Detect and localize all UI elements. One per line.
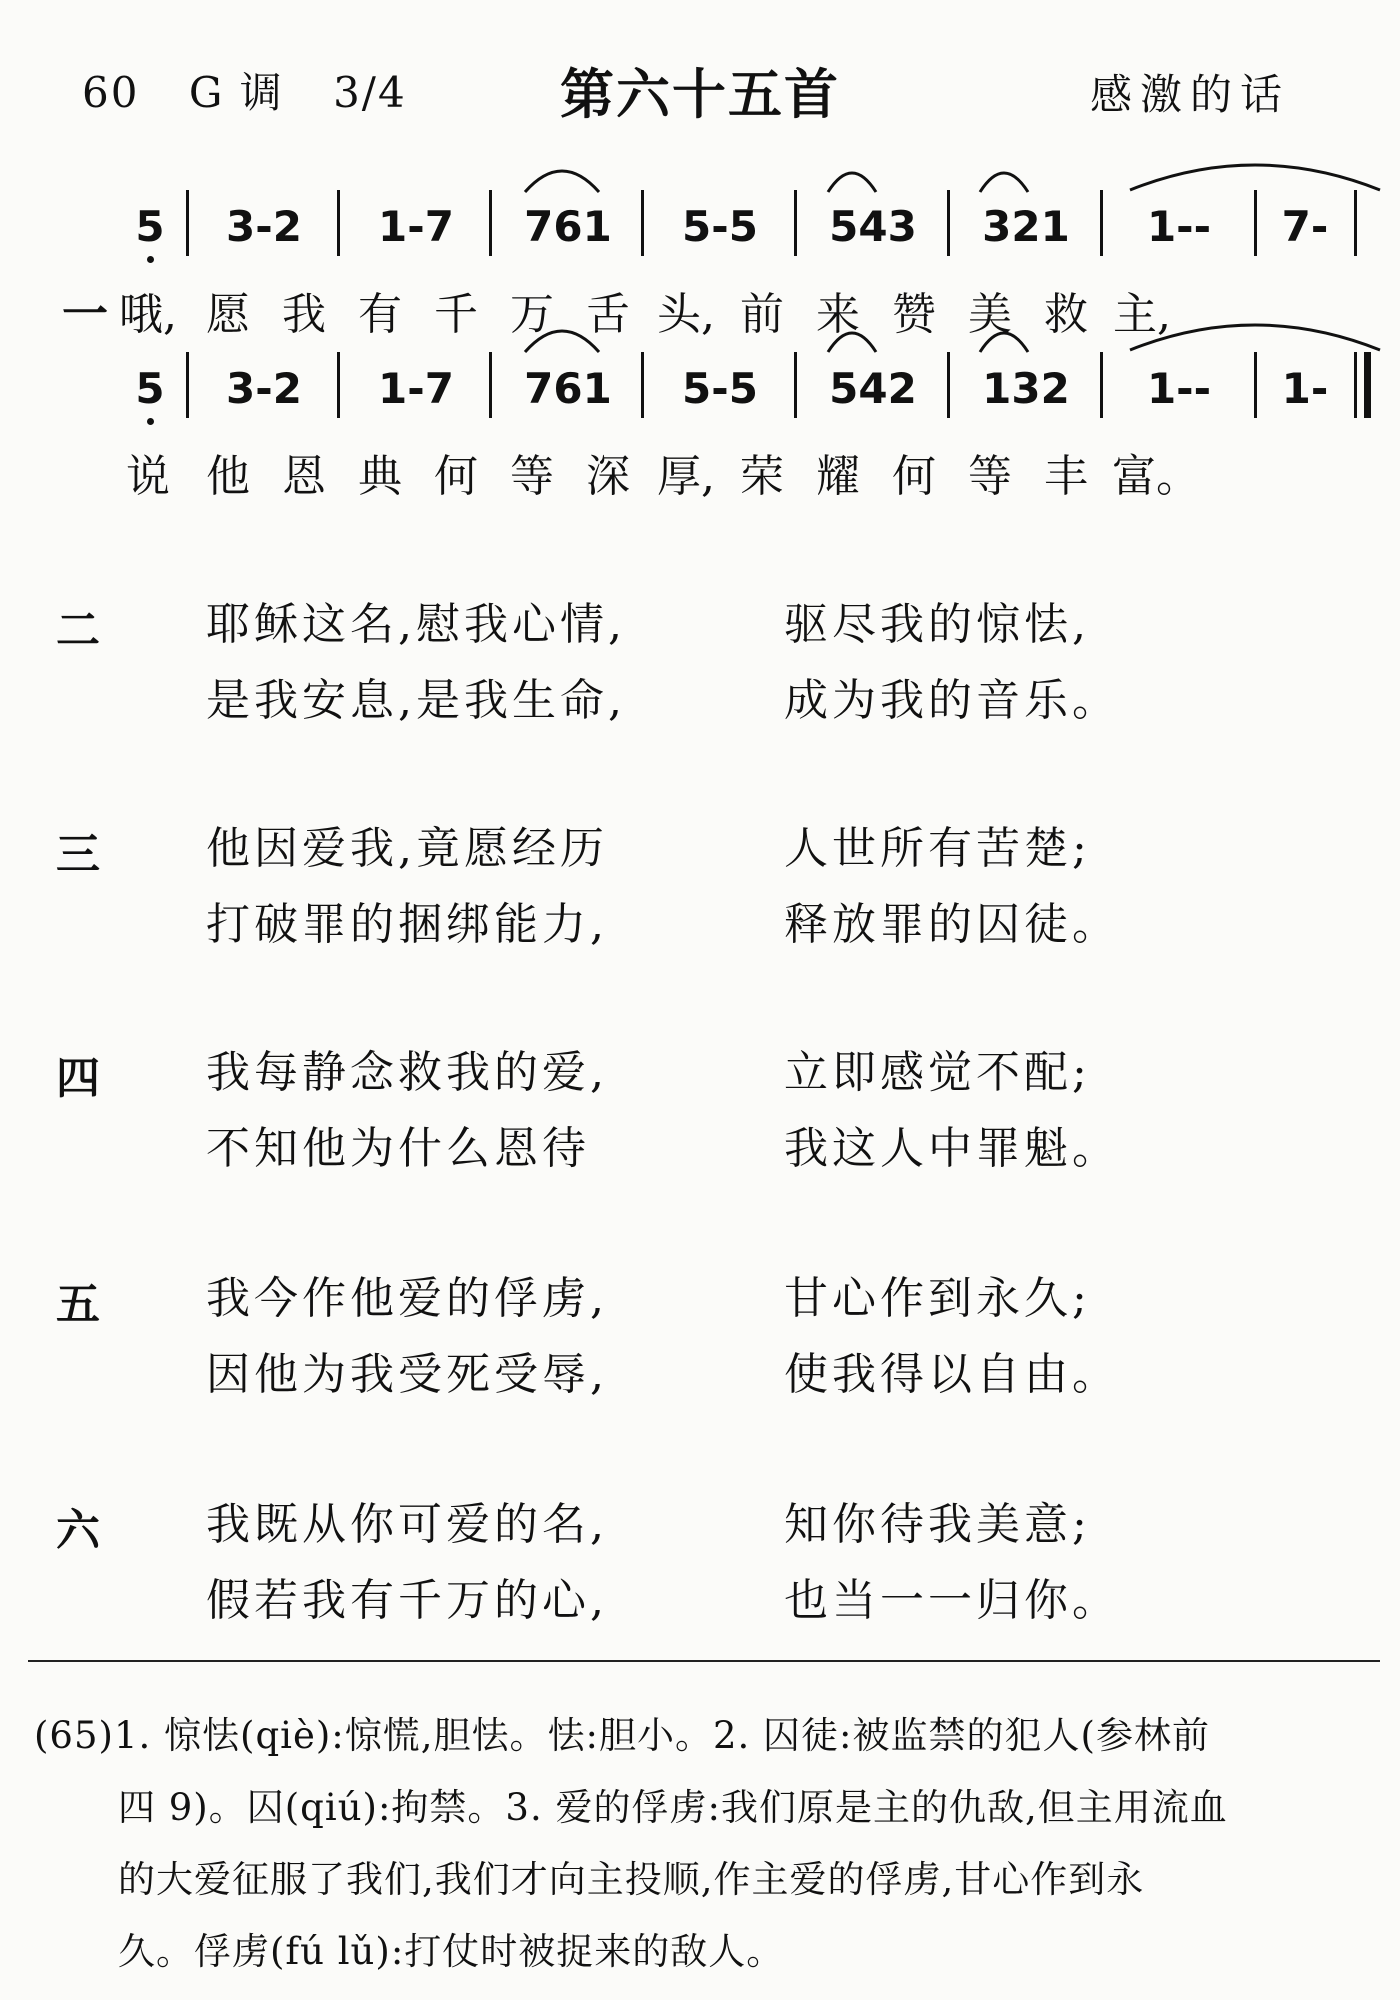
lyric-char: 富。 [1112, 451, 1200, 502]
verse-line: 是我安息,是我生命, [206, 675, 626, 726]
lyrics-line-1 [0, 278, 1400, 341]
key-signature: G 调 [188, 68, 284, 117]
verse-4 [0, 1036, 1400, 1196]
verse-line: 也当一一归你。 [784, 1575, 1120, 1626]
bar-line [489, 190, 492, 256]
measure: 543 [829, 201, 917, 251]
verse-line: 他因爱我,竟愿经历 [206, 823, 608, 874]
footnote-line: 四 9)。囚(qiú):拘禁。3. 爱的俘虏:我们原是主的仇敌,但主用流血 [118, 1786, 1228, 1829]
footnote-divider [28, 1660, 1380, 1662]
lyric-char: 前 [740, 289, 784, 340]
verse-number: 四 [56, 1053, 100, 1104]
lyric-char: 等 [510, 451, 554, 502]
lyric-char: 荣 [740, 451, 784, 502]
lyric-char: 救 [1044, 289, 1088, 340]
lyric-char: 深 [586, 451, 630, 502]
note-measure: 5 [132, 202, 168, 251]
bar-line [1100, 190, 1103, 256]
measure: 1- [1281, 363, 1329, 413]
lyric-char: 丰 [1044, 451, 1088, 502]
bar-line [489, 352, 492, 418]
lyric-char: 舌 [586, 289, 630, 340]
hymn-theme: 感激的话 [1089, 70, 1290, 119]
lyric-char: 千 [434, 289, 478, 340]
verse-line: 知你待我美意; [784, 1499, 1091, 1550]
verse-line: 我既从你可爱的名, [206, 1499, 608, 1550]
verse-line: 耶稣这名,慰我心情, [206, 599, 626, 650]
note-measure: 5 [132, 364, 168, 413]
verse-line: 不知他为什么恩待 [206, 1123, 590, 1174]
verse-2 [0, 588, 1400, 748]
verse-number: 三 [56, 829, 100, 880]
lyric-char: 典 [358, 451, 402, 502]
lyric-char: 美 [968, 289, 1012, 340]
bar-line [337, 190, 340, 256]
measure: 7- [1281, 201, 1329, 251]
verse-line: 驱尽我的惊怯, [784, 599, 1090, 650]
verse-line: 假若我有千万的心, [206, 1575, 608, 1626]
verse-line: 打破罪的捆绑能力, [206, 899, 608, 950]
verse-number: 五 [56, 1279, 100, 1330]
lyric-char: 来 [816, 289, 860, 340]
footnote [34, 1700, 1384, 1988]
bar-line [337, 352, 340, 418]
lyric-char: 何 [434, 451, 478, 502]
lyric-char: 何 [892, 451, 936, 502]
bar-line [1254, 352, 1257, 418]
measure: 761 [524, 201, 612, 251]
measure: 3-2 [226, 363, 302, 413]
verse-line: 因他为我受死受辱, [206, 1349, 608, 1400]
page-number: 60 [82, 68, 140, 117]
lyric-char: 恩 [282, 451, 326, 502]
bar-line [641, 352, 644, 418]
lyric-char: 主, [1113, 289, 1171, 340]
verse-line: 人世所有苦楚; [784, 823, 1091, 874]
measure: 761 [524, 363, 612, 413]
bar-line [641, 190, 644, 256]
lyric-char: 厚, [657, 451, 715, 502]
lyric-char: 有 [358, 289, 402, 340]
measure: 1-- [1146, 201, 1212, 251]
slur-arc [828, 173, 876, 192]
verse-6 [0, 1488, 1400, 1648]
verse-5 [0, 1262, 1400, 1422]
measure: 5-5 [682, 363, 758, 413]
lyric-char: 愿 [206, 289, 250, 340]
bar-line [186, 190, 189, 256]
lyric-char: 等 [968, 451, 1012, 502]
lyrics-line-2 [0, 440, 1400, 502]
measure: 3-2 [226, 201, 302, 251]
slur-arc [525, 171, 599, 192]
lyric-char: 他 [206, 451, 250, 502]
lyric-char: 说 [126, 451, 170, 502]
final-bar-thick [1364, 352, 1371, 418]
measure: 132 [982, 363, 1070, 413]
bar-line [1354, 190, 1357, 256]
measure: 1-7 [378, 363, 454, 413]
verse-line: 我每静念救我的爱, [206, 1047, 608, 1098]
bar-line [1100, 352, 1103, 418]
verse-number: 六 [56, 1505, 100, 1556]
lyric-char: 耀 [816, 451, 860, 502]
measure [130, 196, 170, 256]
measure: 542 [829, 363, 917, 413]
time-signature: 3/4 [333, 68, 407, 117]
footnote-line: 的大爱征服了我们,我们才向主投顺,作主爱的俘虏,甘心作到永 [118, 1858, 1145, 1901]
slur-arc [1130, 165, 1380, 190]
bar-line [794, 352, 797, 418]
lyric-char: 头, [657, 289, 715, 340]
bar-line [186, 352, 189, 418]
bar-line [947, 352, 950, 418]
verse-line: 甘心作到永久; [784, 1273, 1091, 1324]
measure: 1-- [1146, 363, 1212, 413]
verse-line: 使我得以自由。 [784, 1349, 1120, 1400]
bar-line [1254, 190, 1257, 256]
slur-arc [980, 173, 1028, 192]
final-bar-thin [1354, 352, 1357, 418]
music-score [0, 0, 1400, 520]
verse-line: 我今作他爱的俘虏, [206, 1273, 608, 1324]
measure: 321 [982, 201, 1070, 251]
footnote-line: (65)1. 惊怯(qiè):惊慌,胆怯。怯:胆小。2. 囚徒:被监禁的犯人(参林前 [34, 1714, 1210, 1757]
verse-line: 成为我的音乐。 [784, 675, 1120, 726]
measure [130, 358, 170, 418]
lyric-char: 赞 [892, 289, 936, 340]
verse-line: 立即感觉不配; [784, 1047, 1091, 1098]
verse-number: 一 [62, 287, 108, 341]
measure: 5-5 [682, 201, 758, 251]
lyric-char: 我 [282, 289, 326, 340]
verse-line: 我这人中罪魁。 [784, 1123, 1120, 1174]
verse-number: 二 [56, 605, 100, 656]
lyric-char: 万 [510, 289, 554, 340]
hymn-title: 第六十五首 [560, 63, 840, 126]
lyric-char: 哦, [119, 289, 177, 340]
verse-line: 释放罪的囚徒。 [784, 899, 1120, 950]
footnote-line: 久。俘虏(fú lǔ):打仗时被捉来的敌人。 [118, 1930, 785, 1973]
bar-line [947, 190, 950, 256]
bar-line [794, 190, 797, 256]
measure: 1-7 [378, 201, 454, 251]
verse-3 [0, 812, 1400, 972]
